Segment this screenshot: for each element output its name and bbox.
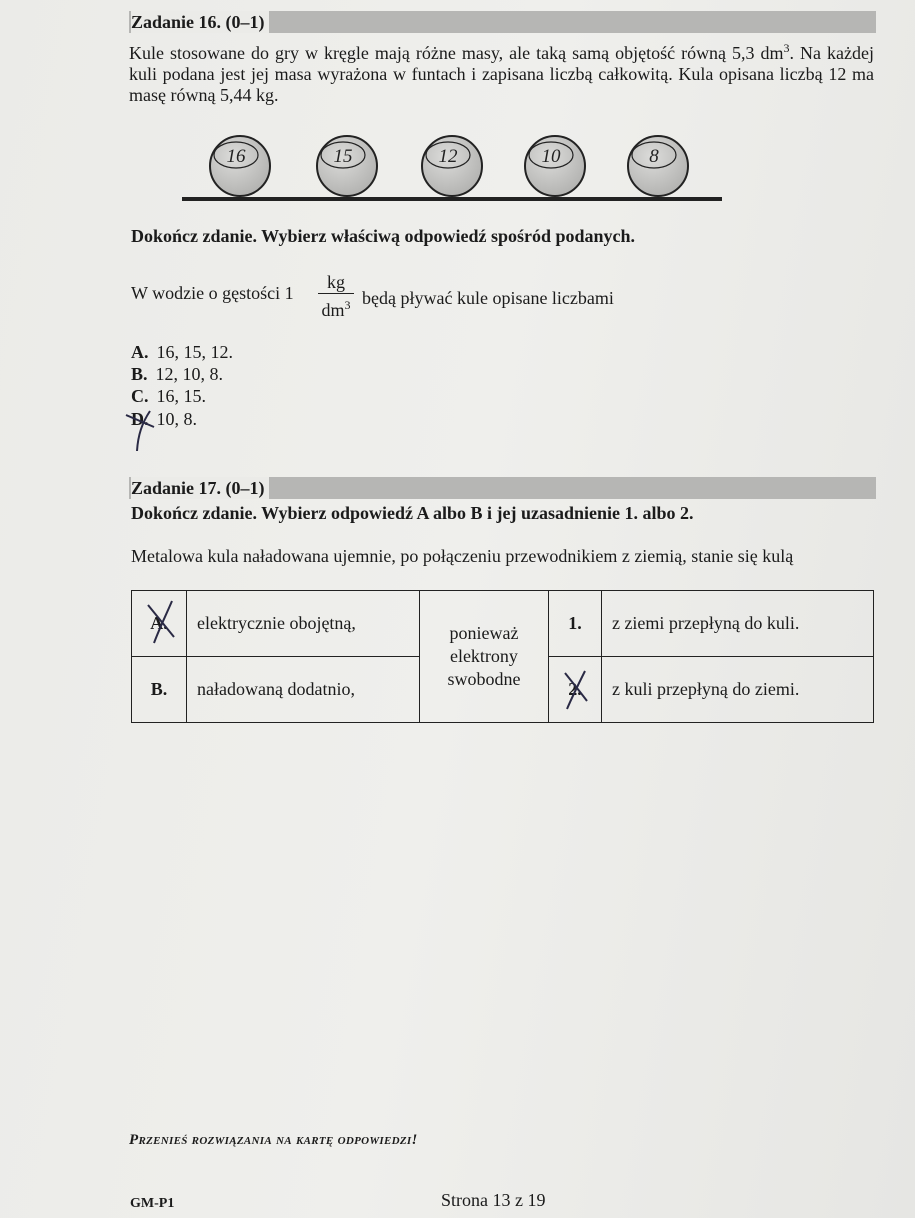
option-c[interactable] <box>131 386 206 407</box>
task17-sentence: Metalowa kula naładowana ujemnie, po połączeniu przewodnikiem z ziemią, stanie się kulą <box>131 546 794 566</box>
reason-1-number-cell[interactable] <box>548 591 601 657</box>
middle-line-2: elektrony <box>449 646 518 666</box>
task16-intro-part1: Kule stosowane do gry w kręgle mają różne masy, ale taką samą objętość równą 5,3 dm <box>129 43 784 63</box>
reason-2-text-cell <box>601 657 873 723</box>
reason-1-text-cell <box>601 591 873 657</box>
middle-cell <box>419 591 548 723</box>
option-a-letter: A. <box>131 342 149 362</box>
task16-instruction: Dokończ zdanie. Wybierz właściwą odpowiedź spośród podanych. <box>131 226 636 246</box>
row-b-text: naładowaną dodatnio, <box>197 679 355 699</box>
task17-answer-table <box>131 590 874 723</box>
footer-note: Przenieś rozwiązania na kartę odpowiedzi! <box>129 1132 418 1148</box>
row-a-text: elektrycznie obojętną, <box>197 613 356 633</box>
option-b[interactable] <box>131 364 223 385</box>
task16-intro-part2: . Na każdej kuli podana jest jej masa wyrażona w funtach i zapisana liczbą całkowitą. Kula opisana liczbą 12 ma masę równą 5,44 kg. <box>129 43 874 105</box>
task16-sentence-start: W wodzie o gęstości 1 <box>131 283 294 303</box>
ball-number-label: 8 <box>649 146 659 167</box>
footer-page-number: Strona 13 z 19 <box>441 1190 546 1210</box>
reason-2-number-cell[interactable] <box>548 657 601 723</box>
task17-header-bar <box>129 477 876 499</box>
row-a-letter-cell[interactable] <box>132 591 187 657</box>
middle-line-3: swobodne <box>447 669 521 689</box>
option-a[interactable] <box>131 342 233 363</box>
reason-2-text: z kuli przepłyną do ziemi. <box>611 679 800 699</box>
task16-header: Zadanie 16. (0–1) <box>131 11 269 33</box>
fraction-numerator: kg <box>327 272 345 292</box>
row-a-letter: A. <box>150 613 168 633</box>
row-b-text-cell <box>187 657 420 723</box>
option-d-text: 10, 8. <box>156 409 197 429</box>
task16-sentence-end: będą pływać kule opisane liczbami <box>362 288 614 308</box>
option-d-letter: D. <box>131 409 149 429</box>
fraction-den-sup: 3 <box>344 298 351 312</box>
row-b-letter-cell[interactable] <box>132 657 187 723</box>
task16-intro <box>129 38 874 106</box>
task16-intro-sup: 3 <box>783 41 790 55</box>
option-a-text: 16, 15, 12. <box>156 342 233 362</box>
option-b-text: 12, 10, 8. <box>155 364 224 384</box>
ball-number-label: 16 <box>226 146 246 167</box>
task16-header-bar <box>129 11 876 33</box>
reason-1-number: 1. <box>568 613 582 633</box>
fraction-denominator <box>316 295 356 320</box>
middle-line-1: ponieważ <box>449 623 519 643</box>
option-d[interactable] <box>131 409 197 430</box>
task17-instruction: Dokończ zdanie. Wybierz odpowiedź A albo B i jej uzasadnienie 1. albo 2. <box>131 503 694 523</box>
reason-2-number: 2. <box>568 679 582 699</box>
option-c-letter: C. <box>131 386 149 406</box>
task17-header: Zadanie 17. (0–1) <box>131 477 269 499</box>
footer-exam-code: GM-P1 <box>130 1196 175 1211</box>
reason-1-text: z ziemi przepłyną do kuli. <box>611 613 800 633</box>
fraction-line <box>318 293 354 294</box>
density-fraction <box>316 272 356 320</box>
option-c-text: 16, 15. <box>156 386 206 406</box>
ball-number-label: 15 <box>333 146 353 167</box>
ball-number-label: 10 <box>541 146 561 167</box>
ball-number-label: 12 <box>438 146 458 167</box>
fraction-den-text: dm <box>321 300 345 320</box>
row-a-text-cell <box>187 591 420 657</box>
bowling-balls-illustration <box>170 125 730 207</box>
option-b-letter: B. <box>131 364 148 384</box>
row-b-letter: B. <box>150 679 168 699</box>
